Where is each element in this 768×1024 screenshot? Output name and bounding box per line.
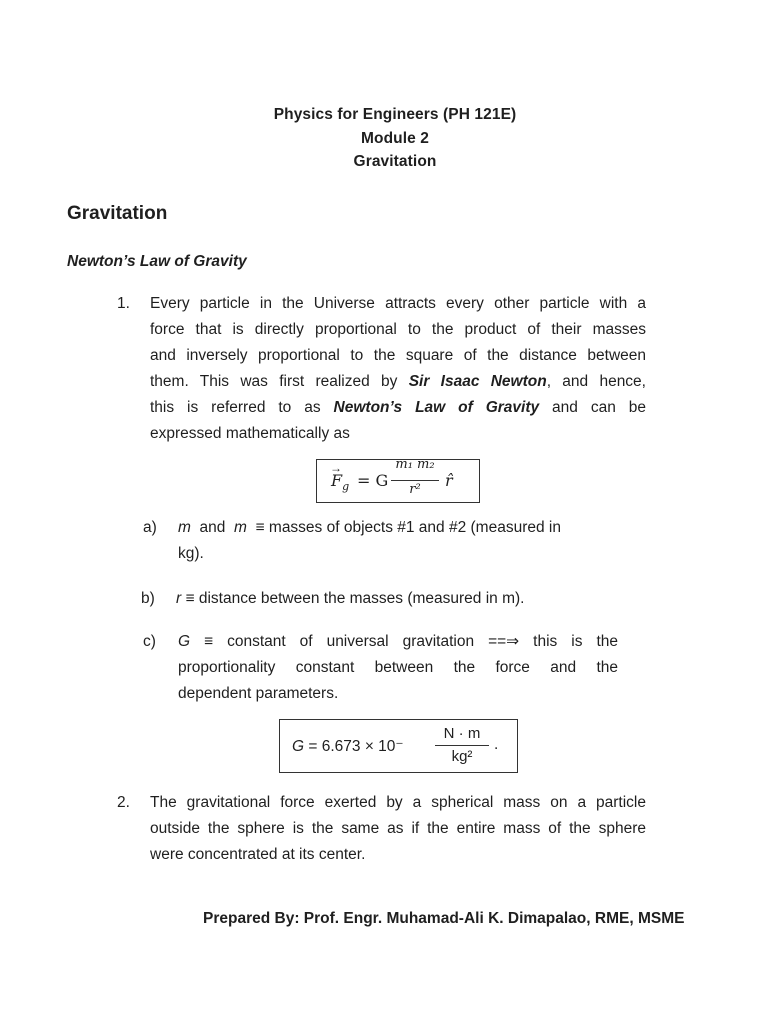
sub-a-text: m and m ≡ masses of objects #1 and #2 (measured in kg). [178, 519, 561, 562]
formula-period: . [494, 736, 499, 753]
item-1-number: 1. [117, 295, 130, 312]
sub-b-label: b) [141, 590, 155, 607]
law-name: Newton’s Law of Gravity [333, 399, 540, 416]
item-2-paragraph: The gravitational force exerted by a spherical mass on a particle outside the sphere is the same as if the entire mass of the sphere were concentrated at its center. [150, 794, 646, 863]
newton-name: Sir Isaac Newton [408, 373, 547, 390]
sub-c-text: G ≡ constant of universal gravitation ==⇒ this is the proportionality constant between the force and the dependent parameters. [178, 633, 618, 702]
fraction-bar [391, 480, 439, 481]
prepared-by-footer: Prepared By: Prof. Engr. Muhamad-Ali K. Dimapalao, RME, MSME [203, 910, 685, 927]
gravity-formula-box [316, 459, 480, 503]
doc-title-module: Module 2 [361, 130, 429, 147]
unit-vector: r̂ [445, 471, 453, 490]
item-1-line: Every particle in the Universe attracts every other particle with a [150, 295, 646, 312]
unit-denominator: kg² [451, 748, 473, 765]
section-heading: Gravitation [67, 203, 168, 224]
item-1-line: force that is directly proportional to the product of their masses [150, 321, 646, 338]
item-1-line: expressed mathematically as [150, 425, 350, 442]
formula-denominator: r² [409, 482, 421, 497]
equals-g: = G [357, 471, 389, 490]
doc-title-course: Physics for Engineers (PH 121E) [273, 106, 517, 123]
sub-a-label: a) [143, 519, 157, 536]
g-constant-value: G = 6.673 × 10⁻ [292, 738, 404, 755]
item-1-line: this is referred to as Newton’s Law of Gravity and can be [150, 399, 646, 416]
sub-c-label: c) [143, 633, 156, 650]
unit-numerator: N · m [443, 725, 481, 742]
item-1-line: and inversely proportional to the square of the distance between [150, 347, 646, 364]
unit-fraction-bar [435, 745, 489, 746]
doc-title-topic: Gravitation [353, 153, 437, 170]
vector-arrow-icon: → [330, 461, 342, 475]
item-1-line: them. This was first realized by Sir Isaac Newton, and hence, [150, 373, 646, 390]
item-2-number: 2. [117, 794, 130, 811]
g-constant-box [279, 719, 518, 773]
formula-numerator: m₁ m₂ [395, 457, 435, 472]
sub-b-text: r ≡ distance between the masses (measured in m). [176, 590, 525, 607]
subsection-heading: Newton’s Law of Gravity [67, 253, 247, 270]
item-1-paragraph [150, 291, 646, 447]
force-symbol: $F_g$ [331, 471, 350, 494]
